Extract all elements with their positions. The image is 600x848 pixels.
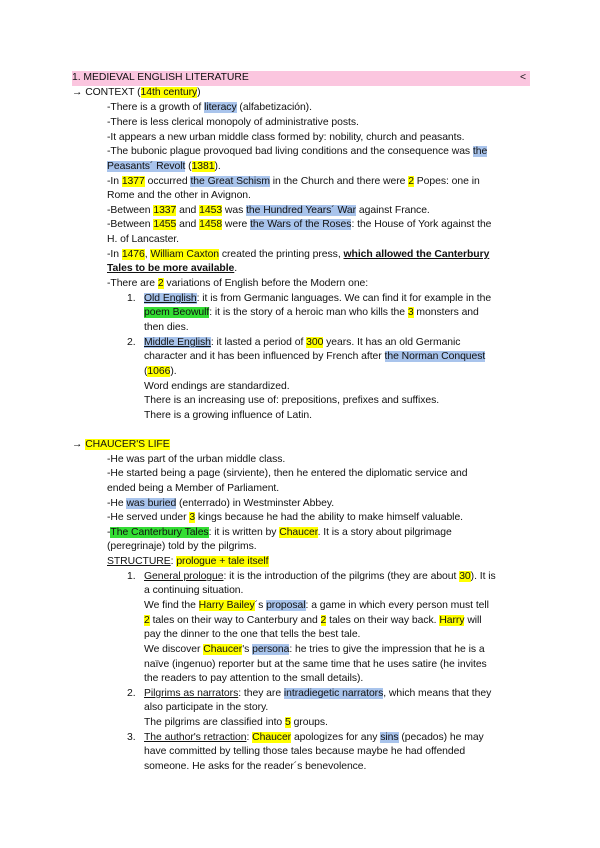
text: monsters and xyxy=(413,307,479,318)
text: (pecados) he may xyxy=(398,732,484,743)
list-item-line xyxy=(144,570,496,585)
list-item-line xyxy=(144,292,491,307)
context-line xyxy=(107,218,491,233)
highlight: proposal xyxy=(266,600,306,611)
arrow-right-icon: → xyxy=(72,87,83,98)
list-item-line xyxy=(144,760,366,775)
text: : it is from Germanic languages. We can find it for example in the xyxy=(196,293,492,304)
text: -There is a growth of xyxy=(107,102,205,113)
text: ( xyxy=(185,161,192,172)
highlight: prologue + tale itself xyxy=(176,556,269,567)
context-line xyxy=(107,175,480,190)
text: a continuing situation. xyxy=(144,585,244,596)
text: There is an increasing use of: prepositions, prefixes and suffixes. xyxy=(144,395,440,406)
list-number: 1. xyxy=(127,571,136,582)
paren: ( xyxy=(134,87,141,98)
text: (peregrinaje) told by the pilgrims. xyxy=(107,541,257,552)
highlight: 1381 xyxy=(191,161,215,172)
list-number: 1. xyxy=(127,293,136,304)
text: -He served under xyxy=(107,512,190,523)
chaucer-line xyxy=(107,453,285,468)
highlight: 1337 xyxy=(153,205,177,216)
context-period: 14th century xyxy=(140,87,198,98)
text: There is a growing influence of Latin. xyxy=(144,410,312,421)
text: , which means that they xyxy=(383,688,492,699)
text: : the House of York against the xyxy=(351,219,492,230)
context-line xyxy=(107,101,312,116)
text: We find the xyxy=(144,600,199,611)
highlight: Harry xyxy=(439,615,465,626)
text: The pilgrims are classified into xyxy=(144,717,285,728)
context-label: CONTEXT xyxy=(85,87,135,98)
text: (alfabetización). xyxy=(236,102,312,113)
context-line xyxy=(107,233,179,248)
list-item-line xyxy=(144,380,290,395)
chaucer-title: CHAUCER'S LIFE xyxy=(85,439,170,450)
list-number: 2. xyxy=(127,337,136,348)
highlight: Harry Bailey xyxy=(198,600,255,611)
highlight: the Great Schism xyxy=(190,176,270,187)
context-line xyxy=(107,248,489,263)
highlight: the xyxy=(472,146,488,157)
text: : xyxy=(170,556,177,567)
text: -Between xyxy=(107,219,154,230)
chaucer-line xyxy=(107,526,452,541)
highlight: 3 xyxy=(189,512,196,523)
chaucer-line xyxy=(107,482,279,497)
highlight: William Caxton xyxy=(150,249,220,260)
text: in the Church and there were xyxy=(269,176,409,187)
text: and xyxy=(176,205,200,216)
collapse-icon[interactable]: < xyxy=(519,72,526,83)
text: Popes: one in xyxy=(413,176,480,187)
highlight: Peasants´ Revolt xyxy=(107,161,186,172)
highlight: 2 xyxy=(157,278,164,289)
subheading: Pilgrims as narrators xyxy=(144,688,239,699)
highlight: was buried xyxy=(126,498,177,509)
list-item-line xyxy=(144,745,465,760)
highlight: 300 xyxy=(306,337,324,348)
text: -Between xyxy=(107,205,154,216)
highlight: the Wars of the Roses xyxy=(250,219,352,230)
highlight: 1377 xyxy=(121,176,145,187)
structure-line xyxy=(107,555,269,570)
highlight: the Hundred Years´ War xyxy=(246,205,357,216)
highlight: poem Beowulf xyxy=(144,307,210,318)
text: H. of Lancaster. xyxy=(107,234,179,245)
context-line xyxy=(107,189,251,204)
text: created the printing press, xyxy=(219,249,344,260)
text: -He started being a page (sirviente), then he entered the diplomatic service and xyxy=(107,468,468,479)
text: -There is less clerical monopoly of administrative posts. xyxy=(107,117,359,128)
text: also participate in the story. xyxy=(144,702,269,713)
text: -It appears a new urban middle class formed by: nobility, church and peasants. xyxy=(107,132,465,143)
highlight: persona xyxy=(252,644,290,655)
list-item-line xyxy=(144,701,268,716)
list-item-line xyxy=(144,614,482,629)
emphasis: Tales to be more available xyxy=(107,263,235,274)
text: someone. He asks for the reader´s benevolence. xyxy=(144,761,367,772)
text: -The bubonic plague provoqued bad living conditions and the consequence was xyxy=(107,146,473,157)
text: ). xyxy=(170,366,177,377)
text: ended being a Member of Parliament. xyxy=(107,483,280,494)
context-line xyxy=(107,160,221,175)
list-number: 2. xyxy=(127,688,136,699)
highlight: the Norman Conquest xyxy=(384,351,486,362)
text: -In xyxy=(107,176,122,187)
text: were xyxy=(222,219,251,230)
context-line xyxy=(107,131,464,146)
list-item-line xyxy=(144,365,177,380)
text: : a game in which every person must tell xyxy=(305,600,489,611)
text: apologizes for any xyxy=(291,732,381,743)
subheading: The author's retraction xyxy=(144,732,247,743)
highlight: 2 xyxy=(144,615,150,626)
text: : it is the introduction of the pilgrims (they are about xyxy=(223,571,460,582)
text: : xyxy=(246,732,253,743)
list-item-line xyxy=(144,306,479,321)
highlight: Old English xyxy=(144,293,197,304)
text: 's xyxy=(242,644,253,655)
text: years. It has an old Germanic xyxy=(323,337,461,348)
chaucer-line xyxy=(107,467,467,482)
list-item-line xyxy=(144,336,460,351)
chaucer-line xyxy=(107,497,334,512)
highlight: 1458 xyxy=(199,219,223,230)
list-item-line xyxy=(144,672,363,687)
text: We discover xyxy=(144,644,204,655)
context-heading xyxy=(72,86,201,101)
list-item-line xyxy=(144,716,328,731)
highlight: sins xyxy=(380,732,399,743)
list-item-line xyxy=(144,409,312,424)
context-line xyxy=(107,145,487,160)
list-item-line xyxy=(144,658,487,673)
highlight: literacy xyxy=(204,102,237,113)
emphasis: which allowed the Canterbury xyxy=(343,249,490,260)
highlight: 1476 xyxy=(121,249,145,260)
text: character and it has been influenced by French after xyxy=(144,351,385,362)
text: then dies. xyxy=(144,322,189,333)
text: : it lasted a period of xyxy=(210,337,307,348)
context-line xyxy=(107,116,359,131)
text: : it is written by xyxy=(208,527,280,538)
highlight: intradiegetic narrators xyxy=(283,688,384,699)
highlight: 1453 xyxy=(199,205,223,216)
list-item-line xyxy=(144,643,485,658)
list-item-line xyxy=(144,687,491,702)
text: , xyxy=(144,249,151,260)
text: groups. xyxy=(290,717,328,728)
text: against France. xyxy=(356,205,430,216)
section-title-bar xyxy=(72,71,530,86)
arrow-right-icon: → xyxy=(72,439,83,450)
highlight: 5 xyxy=(285,717,291,728)
text: ( xyxy=(144,366,148,377)
context-line xyxy=(107,277,368,292)
text: variations of English before the Modern one: xyxy=(163,278,369,289)
text: Rome and the other in Avignon. xyxy=(107,190,251,201)
highlight: 1066 xyxy=(147,366,171,377)
text: -He xyxy=(107,498,127,509)
subheading: General prologue xyxy=(144,571,224,582)
highlight: 3 xyxy=(407,307,414,318)
text: kings because he had the ability to make himself valuable. xyxy=(195,512,464,523)
text: ). xyxy=(214,161,221,172)
text: (enterrado) in Westminster Abbey. xyxy=(176,498,335,509)
list-item-line xyxy=(144,628,360,643)
text: the readers to pay attention to the small details). xyxy=(144,673,364,684)
list-item-line xyxy=(144,394,439,409)
text: have committed by telling those tales because maybe he had offended xyxy=(144,746,466,757)
text: and xyxy=(176,219,200,230)
text: -He was part of the urban middle class. xyxy=(107,454,286,465)
text: naïve (ingenuo) reporter but at the same time that he uses satire (he invites xyxy=(144,659,487,670)
highlight: 2 xyxy=(408,176,414,187)
list-item-line xyxy=(144,350,485,365)
context-line xyxy=(107,262,237,277)
paren: ) xyxy=(197,87,201,98)
text: pay the dinner to the one that tells the best tale. xyxy=(144,629,361,640)
list-item-line xyxy=(144,599,489,614)
chaucer-heading xyxy=(72,438,170,453)
highlight: Middle English xyxy=(144,337,211,348)
chaucer-line xyxy=(107,511,463,526)
list-number: 3. xyxy=(127,732,136,743)
highlight: Chaucer xyxy=(252,732,292,743)
chaucer-line xyxy=(107,540,257,555)
text: : he tries to give the impression that he is a xyxy=(289,644,485,655)
text: - xyxy=(107,527,111,538)
highlight: Chaucer xyxy=(203,644,243,655)
text: : it is the story of a heroic man who kills the xyxy=(209,307,408,318)
text: . xyxy=(234,263,238,274)
context-line xyxy=(107,204,430,219)
highlight: 1455 xyxy=(153,219,177,230)
list-item-line xyxy=(144,584,243,599)
text: ´s xyxy=(254,600,267,611)
highlight: Chaucer xyxy=(279,527,318,538)
text: -There are xyxy=(107,278,158,289)
text: : they are xyxy=(238,688,284,699)
text: tales on their way to Canterbury and xyxy=(149,615,321,626)
text: will xyxy=(464,615,482,626)
text: Word endings are standardized. xyxy=(144,381,290,392)
highlight: 30 xyxy=(459,571,471,582)
list-item-line xyxy=(144,321,189,336)
structure-label: STRUCTURE xyxy=(107,556,171,567)
text: occurred xyxy=(144,176,191,187)
text: -In xyxy=(107,249,122,260)
highlight: The Canterbury Tales xyxy=(110,527,209,538)
section-title: 1. MEDIEVAL ENGLISH LITERATURE xyxy=(72,72,249,83)
text: was xyxy=(222,205,247,216)
text: tales on their way back. xyxy=(326,615,440,626)
text: . It is a story about pilgrimage xyxy=(317,527,452,538)
highlight: 2 xyxy=(320,615,327,626)
list-item-line xyxy=(144,731,484,746)
text: ). It is xyxy=(470,571,496,582)
